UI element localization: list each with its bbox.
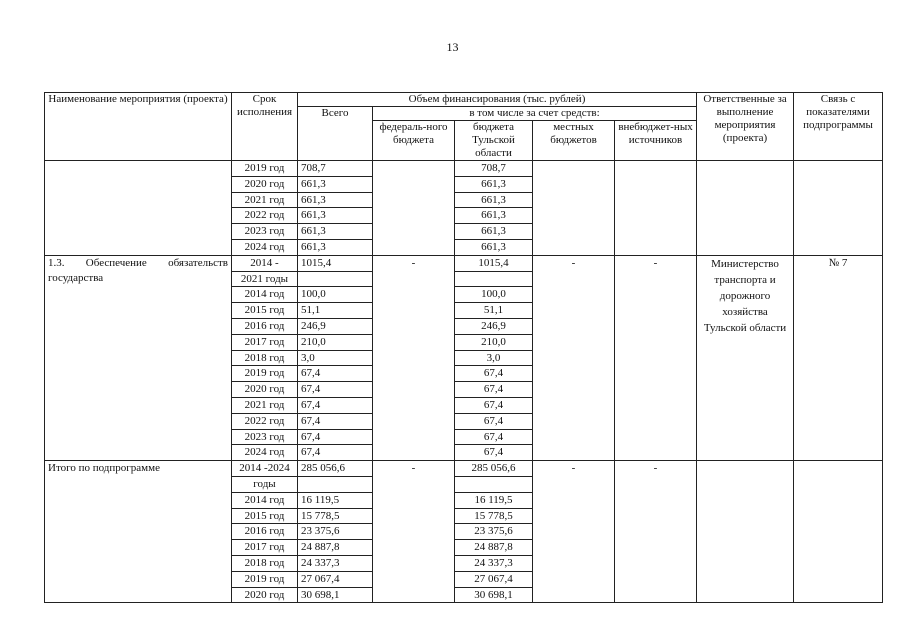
block1-regional: 661,3 bbox=[455, 208, 533, 224]
block2-year: 2016 год bbox=[232, 318, 298, 334]
block2-period: 2014 - bbox=[232, 255, 298, 271]
block3-total: 24 887,8 bbox=[298, 540, 373, 556]
block3-year: 2018 год bbox=[232, 555, 298, 571]
block2-total: 100,0 bbox=[298, 287, 373, 303]
header-federal: федераль-ного бюджета bbox=[373, 121, 455, 161]
block3-responsible bbox=[697, 461, 794, 603]
block2-total: 3,0 bbox=[298, 350, 373, 366]
header-link: Связь с показателями подпрограммы bbox=[794, 93, 883, 161]
block3-total: 15 778,5 bbox=[298, 508, 373, 524]
block1-year: 2022 год bbox=[232, 208, 298, 224]
block2-total: 210,0 bbox=[298, 334, 373, 350]
header-responsible: Ответственные за выполнение мероприятия (проекта) bbox=[697, 93, 794, 161]
block3-year: 2016 год bbox=[232, 524, 298, 540]
block2-local: - bbox=[533, 255, 615, 460]
block1-total: 661,3 bbox=[298, 176, 373, 192]
block2-regional: 67,4 bbox=[455, 445, 533, 461]
block3-regional: 30 698,1 bbox=[455, 587, 533, 603]
block2-total: 67,4 bbox=[298, 382, 373, 398]
block2-extra: - bbox=[615, 255, 697, 460]
block2-row bbox=[45, 255, 883, 271]
block1-total: 661,3 bbox=[298, 224, 373, 240]
block1-total: 661,3 bbox=[298, 208, 373, 224]
block1-federal bbox=[373, 161, 455, 256]
block3-link bbox=[794, 461, 883, 603]
block1-year: 2024 год bbox=[232, 239, 298, 255]
block1-regional: 661,3 bbox=[455, 224, 533, 240]
block2-period-regional: 1015,4 bbox=[455, 255, 533, 271]
block2-total: 67,4 bbox=[298, 366, 373, 382]
block3-period: годы bbox=[232, 476, 298, 492]
block1-extra bbox=[615, 161, 697, 256]
block3-extra: - bbox=[615, 461, 697, 603]
block1-year: 2021 год bbox=[232, 192, 298, 208]
block2-period: 2021 годы bbox=[232, 271, 298, 287]
block2-year: 2020 год bbox=[232, 382, 298, 398]
header-total: Всего bbox=[298, 107, 373, 161]
block2-year: 2024 год bbox=[232, 445, 298, 461]
block2-link: № 7 bbox=[794, 255, 883, 460]
block2-responsible: Министерство транспорта и дорожного хозяйства Тульской области bbox=[697, 255, 794, 460]
block2-regional: 51,1 bbox=[455, 303, 533, 319]
block3-period: 2014 -2024 bbox=[232, 461, 298, 477]
block2-regional: 67,4 bbox=[455, 413, 533, 429]
block1-local bbox=[533, 161, 615, 256]
header-regional: бюджета Тульской области bbox=[455, 121, 533, 161]
block2-regional: 3,0 bbox=[455, 350, 533, 366]
block3-total: 27 067,4 bbox=[298, 571, 373, 587]
block3-year: 2019 год bbox=[232, 571, 298, 587]
block3-regional: 16 119,5 bbox=[455, 492, 533, 508]
header-including: в том числе за счет средств: bbox=[373, 107, 697, 121]
block3-year: 2017 год bbox=[232, 540, 298, 556]
block2-regional: 67,4 bbox=[455, 366, 533, 382]
block3-empty bbox=[455, 476, 533, 492]
block1-total: 661,3 bbox=[298, 239, 373, 255]
block1-regional: 661,3 bbox=[455, 239, 533, 255]
block3-regional: 24 887,8 bbox=[455, 540, 533, 556]
block2-total: 246,9 bbox=[298, 318, 373, 334]
block2-name-line2: государства bbox=[48, 271, 104, 284]
block2-regional: 67,4 bbox=[455, 397, 533, 413]
block3-period-total: 285 056,6 bbox=[298, 461, 373, 477]
block2-year: 2021 год bbox=[232, 397, 298, 413]
header-row-1 bbox=[45, 93, 883, 107]
block2-year: 2014 год bbox=[232, 287, 298, 303]
block2-total: 51,1 bbox=[298, 303, 373, 319]
block2-federal: - bbox=[373, 255, 455, 460]
block2-year: 2015 год bbox=[232, 303, 298, 319]
block1-year: 2023 год bbox=[232, 224, 298, 240]
block3-regional: 24 337,3 bbox=[455, 555, 533, 571]
block2-regional: 67,4 bbox=[455, 429, 533, 445]
block3-regional: 27 067,4 bbox=[455, 571, 533, 587]
block1-responsible bbox=[697, 161, 794, 256]
header-measure: Наименование мероприятия (проекта) bbox=[45, 93, 232, 161]
block1-link bbox=[794, 161, 883, 256]
block2-total: 67,4 bbox=[298, 397, 373, 413]
header-local: местных бюджетов bbox=[533, 121, 615, 161]
block1-regional: 661,3 bbox=[455, 176, 533, 192]
block3-regional: 15 778,5 bbox=[455, 508, 533, 524]
block2-name-line1: 1.3. Обеспечение обязательств bbox=[48, 256, 228, 269]
block3-empty bbox=[298, 476, 373, 492]
block1-regional: 708,7 bbox=[455, 161, 533, 177]
block3-row bbox=[45, 461, 883, 477]
block2-name bbox=[45, 255, 232, 460]
block2-total: 67,4 bbox=[298, 429, 373, 445]
block3-total: 30 698,1 bbox=[298, 587, 373, 603]
block2-empty bbox=[455, 271, 533, 287]
block2-year: 2023 год bbox=[232, 429, 298, 445]
block1-total: 708,7 bbox=[298, 161, 373, 177]
header-extra: внебюджет-ных источников bbox=[615, 121, 697, 161]
block3-year: 2014 год bbox=[232, 492, 298, 508]
page-number: 13 bbox=[446, 40, 459, 54]
block2-year: 2022 год bbox=[232, 413, 298, 429]
block3-name: Итого по подпрограмме bbox=[45, 461, 232, 603]
block1-regional: 661,3 bbox=[455, 192, 533, 208]
block2-regional: 67,4 bbox=[455, 382, 533, 398]
block3-local: - bbox=[533, 461, 615, 603]
block2-year: 2019 год bbox=[232, 366, 298, 382]
block3-total: 23 375,6 bbox=[298, 524, 373, 540]
block1-name bbox=[45, 161, 232, 256]
block1-year: 2019 год bbox=[232, 161, 298, 177]
block3-period-regional: 285 056,6 bbox=[455, 461, 533, 477]
block1-total: 661,3 bbox=[298, 192, 373, 208]
block2-regional: 100,0 bbox=[455, 287, 533, 303]
block2-regional: 210,0 bbox=[455, 334, 533, 350]
block3-total: 16 119,5 bbox=[298, 492, 373, 508]
block2-empty bbox=[298, 271, 373, 287]
block3-total: 24 337,3 bbox=[298, 555, 373, 571]
block2-regional: 246,9 bbox=[455, 318, 533, 334]
block3-year: 2015 год bbox=[232, 508, 298, 524]
header-term: Срок исполнения bbox=[232, 93, 298, 161]
block2-year: 2018 год bbox=[232, 350, 298, 366]
block2-total: 67,4 bbox=[298, 413, 373, 429]
header-volume: Объем финансирования (тыс. рублей) bbox=[298, 93, 697, 107]
block3-federal: - bbox=[373, 461, 455, 603]
block2-total: 67,4 bbox=[298, 445, 373, 461]
block1-year: 2020 год bbox=[232, 176, 298, 192]
financing-table bbox=[44, 92, 883, 603]
block3-regional: 23 375,6 bbox=[455, 524, 533, 540]
block1-row bbox=[45, 161, 883, 177]
block2-period-total: 1015,4 bbox=[298, 255, 373, 271]
block2-year: 2017 год bbox=[232, 334, 298, 350]
block3-year: 2020 год bbox=[232, 587, 298, 603]
